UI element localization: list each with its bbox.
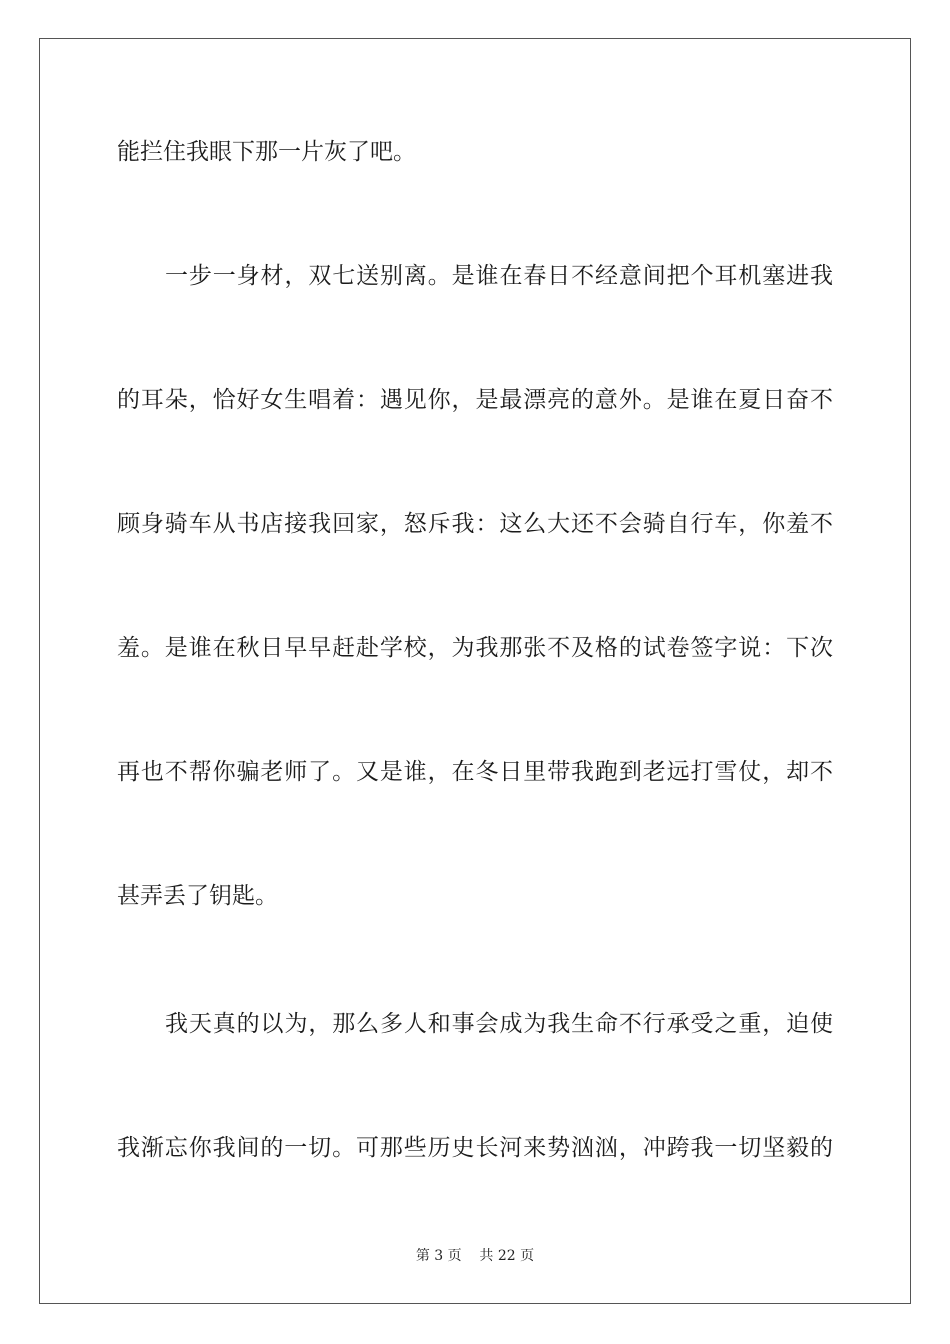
text-line-1: 能拦住我眼下那一片灰了吧。 (117, 139, 416, 165)
page-border (39, 38, 911, 1304)
text-line-9: 我渐忘你我间的一切。可那些历史长河来势汹汹，冲跨我一切坚毅的 (117, 1135, 833, 1161)
text-line-5: 羞。是谁在秋日早早赶赴学校，为我那张不及格的试卷签字说：下次 (117, 635, 833, 661)
text-line-4: 顾身骑车从书店接我回家，怒斥我：这么大还不会骑自行车，你羞不 (117, 511, 833, 537)
text-line-3: 的耳朵，恰好女生唱着：遇见你，是最漂亮的意外。是谁在夏日奋不 (117, 387, 833, 413)
text-line-6: 再也不帮你骗老师了。又是谁，在冬日里带我跑到老远打雪仗，却不 (117, 759, 833, 785)
text-line-8: 我天真的以为，那么多人和事会成为我生命不行承受之重，迫使 (165, 1011, 833, 1037)
text-line-2: 一步一身材，双七送别离。是谁在春日不经意间把个耳机塞进我 (165, 263, 833, 289)
text-line-7: 甚弄丢了钥匙。 (117, 883, 278, 909)
page-number-footer: 第 3 页 共 22 页 (415, 1248, 535, 1264)
